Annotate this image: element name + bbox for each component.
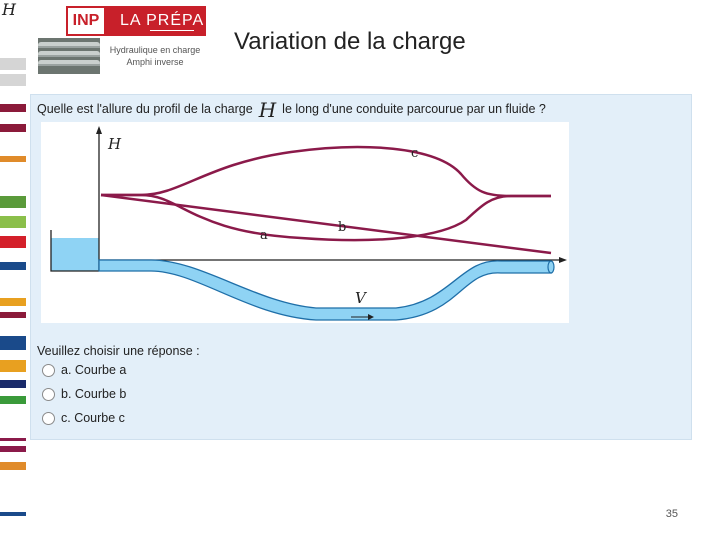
- h-axis-arrow: [96, 126, 102, 134]
- course-title: Hydraulique en charge: [109, 45, 201, 55]
- inp-prepa-logo: [66, 6, 206, 36]
- curve-label-b: b: [338, 220, 347, 235]
- page-number: 35: [665, 508, 678, 520]
- charge-profile-diagram: [41, 122, 569, 323]
- axis-label-h: H: [108, 135, 122, 153]
- formula-fragment: H: [2, 0, 16, 19]
- question-symbol: H: [258, 98, 277, 122]
- curve-label-a: a: [260, 228, 268, 243]
- course-subtitle: Amphi inverse: [126, 57, 184, 67]
- logo-underline: [150, 30, 194, 31]
- curve-c: [101, 147, 551, 196]
- x-axis-arrow: [559, 257, 567, 263]
- option-a[interactable]: [42, 363, 126, 377]
- prepa-logo-text: LA PRÉPA: [120, 12, 205, 29]
- answer-prompt: Veuillez choisir une réponse :: [37, 344, 200, 358]
- option-a-label[interactable]: a. Courbe a: [61, 363, 127, 377]
- pipe-end: [548, 261, 554, 273]
- radio-option-b[interactable]: [42, 388, 55, 401]
- option-b-label[interactable]: b. Courbe b: [61, 387, 127, 401]
- slide-title: Variation de la charge: [234, 28, 466, 55]
- curve-label-c: c: [411, 146, 419, 161]
- question-text: [37, 98, 546, 122]
- question-before: Quelle est l'allure du profil de la charge: [37, 102, 253, 116]
- option-c-label[interactable]: c. Courbe c: [61, 411, 125, 425]
- question-after: le long d'une conduite parcourue par un fluide ?: [282, 102, 546, 116]
- radio-option-c[interactable]: [42, 412, 55, 425]
- inp-logo-mark: INP: [66, 6, 106, 36]
- curve-a: [101, 195, 551, 240]
- pipes-image: [38, 38, 100, 74]
- reservoir-water: [51, 238, 99, 271]
- velocity-label: V: [355, 289, 366, 307]
- option-c[interactable]: [42, 411, 125, 425]
- radio-option-a[interactable]: [42, 364, 55, 377]
- pipe: [99, 260, 551, 320]
- option-b[interactable]: [42, 387, 126, 401]
